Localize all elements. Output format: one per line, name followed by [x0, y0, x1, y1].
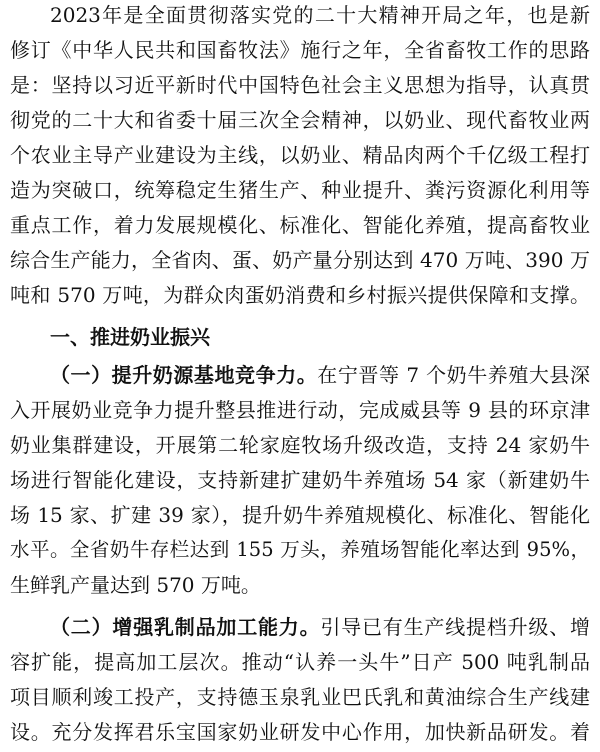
paragraph-line: 场 15 家、扩建 39 家），提升奶牛养殖规模化、标准化、智能化: [10, 503, 590, 527]
paragraph-line: 综合生产能力，全省肉、蛋、奶产量分别达到 470 万吨、390 万: [10, 248, 590, 272]
paragraph-line: 重点工作，着力发展规模化、标准化、智能化养殖，提高畜牧业: [10, 213, 590, 237]
paragraph-line: 容扩能，提高加工层次。推动“认养一头牛”日产 500 吨乳制品: [10, 650, 590, 674]
paragraph-line: 是：坚持以习近平新时代中国特色社会主义思想为指导，认真贯: [10, 73, 590, 97]
section-heading: 一、推进奶业振兴: [50, 325, 210, 349]
paragraph-line: 造为突破口，统筹稳定生猪生产、种业提升、粪污资源化利用等: [10, 178, 590, 202]
subsection-text: 引导已有生产线提档升级、增: [320, 615, 591, 639]
paragraph-line: 吨和 570 万吨，为群众肉蛋奶消费和乡村振兴提供保障和支撑。: [10, 283, 590, 307]
paragraph-line: 奶业集群建设，开展第二轮家庭牧场升级改造，支持 24 家奶牛: [10, 433, 590, 457]
paragraph-line: 场进行智能化建设，支持新建扩建奶牛养殖场 54 家（新建奶牛: [10, 468, 590, 492]
paragraph-line: 修订《中华人民共和国畜牧法》施行之年，全省畜牧工作的思路: [10, 38, 590, 62]
paragraph-line: 项目顺利竣工投产，支持德玉泉乳业巴氏乳和黄油综合生产线建: [10, 685, 590, 709]
subsection-first-line: [50, 363, 590, 387]
subsection-title: （二）增强乳制品加工能力。: [50, 615, 321, 639]
paragraph-line: 生鲜乳产量达到 570 万吨。: [10, 573, 261, 597]
subsection-text: 在宁晋等 7 个奶牛养殖大县深: [317, 363, 590, 387]
paragraph-line: 个农业主导产业建设为主线，以奶业、精品肉两个千亿级工程打: [10, 143, 590, 167]
subsection-first-line: [50, 615, 590, 639]
subsection-title: （一）提升奶源基地竞争力。: [50, 363, 318, 387]
paragraph-line: 入开展奶业竞争力提升整县推进行动，完成威县等 9 县的环京津: [10, 398, 590, 422]
paragraph-line: 2023年是全面贯彻落实党的二十大精神开局之年，也是新: [50, 3, 590, 27]
paragraph-line: 彻党的二十大和省委十届三次全会精神，以奶业、现代畜牧业两: [10, 108, 590, 132]
paragraph-line: 水平。全省奶牛存栏达到 155 万头，养殖场智能化率达到 95%，: [10, 538, 590, 561]
paragraph-line: 设。充分发挥君乐宝国家奶业研发中心作用，加快新品研发。着: [10, 720, 590, 744]
